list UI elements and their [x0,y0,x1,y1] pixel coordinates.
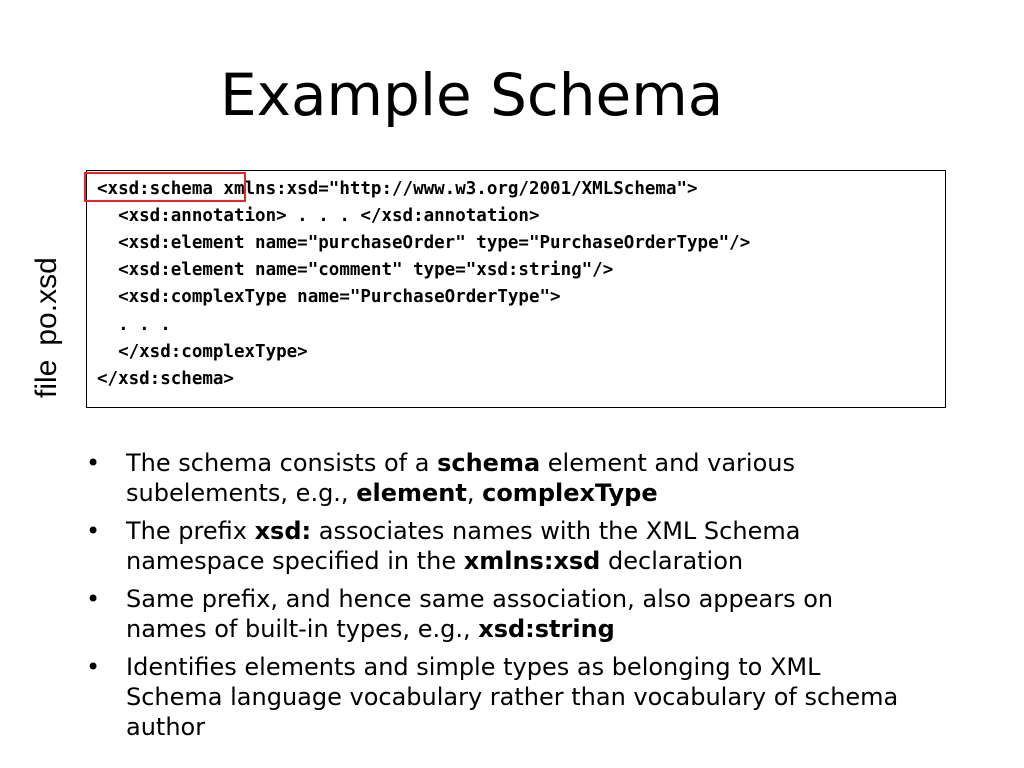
code-line: <xsd:element name="purchaseOrder" type="PurchaseOrderType"/> [97,233,751,253]
bullet-bold-text: xmlns:xsd [463,547,601,575]
file-label-word: file [30,359,63,398]
bullet-dot: • [86,653,101,681]
bullet-bold-text: xsd: [254,517,312,545]
bullet-dot: • [86,585,101,613]
bullet-item [86,652,916,742]
bullet-text: , [466,479,483,507]
bullet-item [86,516,916,576]
code-box [86,170,946,408]
code-line: <xsd:schema xmlns:xsd="http://www.w3.org/2001/XMLSchema"> [97,179,698,199]
bullet-bold-text: element [356,479,467,507]
bullet-text: declaration [600,547,744,575]
bullet-item [86,448,916,508]
bullet-text: The schema consists of a [126,449,438,477]
bullet-bold-text: xsd:string [478,615,615,643]
file-name: po.xsd [30,257,63,346]
bullet-bold-text: schema [437,449,541,477]
bullet-bold-text: complexType [482,479,658,507]
bullet-text: Identifies elements and simple types as belonging to XML Schema language vocabulary rather than vocabulary of schema author [126,653,899,741]
bullet-list [86,448,916,750]
code-line: <xsd:annotation> . . . </xsd:annotation> [97,206,540,226]
bullet-text: Same prefix, and hence same association, also appears on names of built-in types, e.g., [126,585,834,643]
code-line: </xsd:complexType> [97,342,308,362]
bullet-item [86,584,916,644]
bullet-text: element and various subelements, e.g., [126,449,795,507]
code-line: . . . [97,315,171,335]
bullet-dot: • [86,517,101,545]
schema-highlight-box [84,172,246,202]
bullet-dot: • [86,449,101,477]
code-line: </xsd:schema> [97,369,234,389]
code-line: <xsd:element name="comment" type="xsd:string"/> [97,260,614,280]
code-line: <xsd:complexType name="PurchaseOrderType"> [97,287,561,307]
bullet-text: associates names with the XML Schema namespace specified in the [126,517,801,575]
file-label [32,257,62,398]
bullet-text: The prefix [126,517,255,545]
slide-title: Example Schema [220,61,724,129]
